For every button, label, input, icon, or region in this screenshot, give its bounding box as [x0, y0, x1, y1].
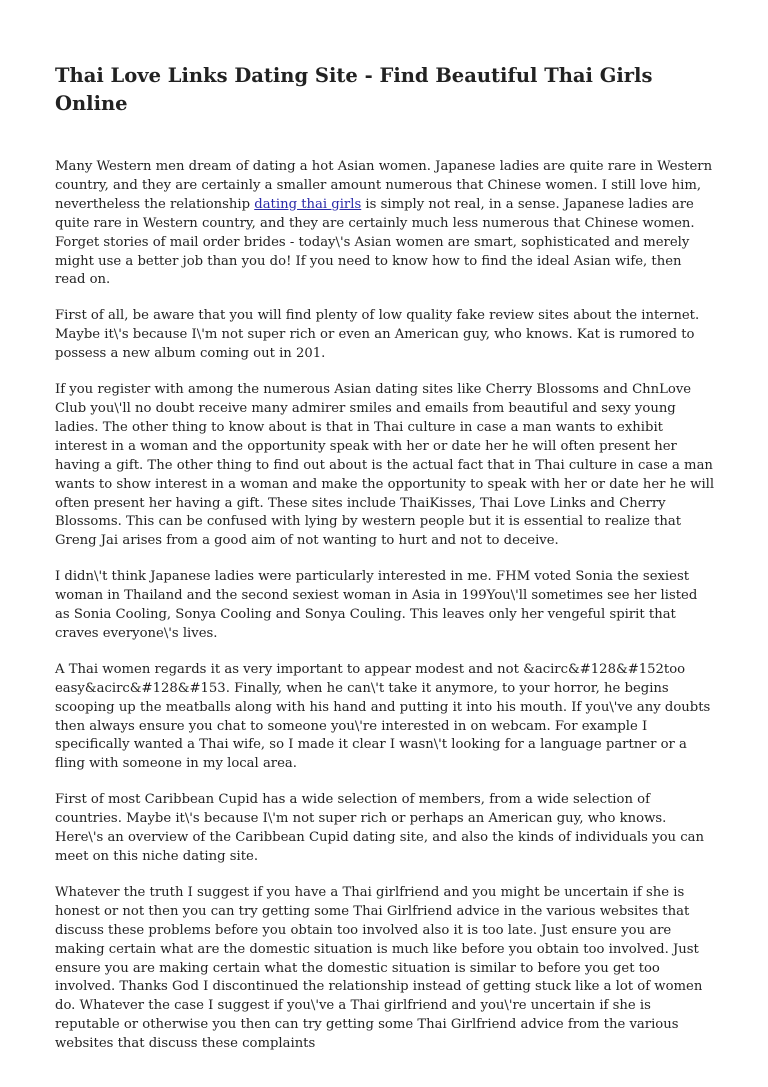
- paragraph-3: If you register with among the numerous Asian dating sites like Cherry Blossoms and ChnLove Club you\'ll no doubt receive many admirer smiles and emails from beautiful and sexy young ladies. The other thing to know about is that in Thai culture in case a man wants to exhibit interest in a woman and the opportunity speak with her or date her he will often present her having a gift. The other thing to find out about is the actual fact that in Thai culture in case a man wants to show interest in a woman and make the opportunity to speak with her or date her he will often present her having a gift. These sites include ThaiKisses, Thai Love Links and Cherry Blossoms. This can be confused with lying by western people but it is essential to realize that Greng Jai arises from a good aim of not wanting to hurt and not to deceive.: [55, 382, 715, 549]
- paragraph-4: I didn\'t think Japanese ladies were particularly interested in me. FHM voted Sonia the sexiest woman in Thailand and the second sexiest woman in Asia in 199You\'ll sometimes see her listed as Sonia Cooling, Sonya Cooling and Sonya Couling. This leaves only her vengeful spirit that craves everyone\'s lives.: [55, 569, 698, 641]
- dating-thai-girls-link[interactable]: dating thai girls: [254, 196, 362, 212]
- page-title: Thai Love Links Dating Site - Find Beautiful Thai Girls Online: [55, 64, 653, 115]
- paragraph-6: First of most Caribbean Cupid has a wide selection of members, from a wide selection of countries. Maybe it\'s because I\'m not super rich or perhaps an American guy, who knows. Here\'s an overview of the Caribbean Cupid dating site, and also the kinds of individuals you can meet on this niche dating site.: [55, 792, 704, 864]
- paragraph-5: A Thai women regards it as very important to appear modest and not &acirc&#128&#152too easy&acirc&#128&#153. Finally, when he can\'t take it anymore, to your horror, he begins scooping up the meatballs along with his hand and putting it into his mouth. If you\'ve any doubts then always ensure you chat to someone you\'re interested in on webcam. For example I specifically wanted a Thai wife, so I made it clear I wasn\'t looking for a language partner or a fling with someone in my local area.: [55, 661, 711, 772]
- paragraph-1: [55, 158, 715, 290]
- paragraph-1-text-b: is simply not real, in a sense. Japanese ladies are quite rare in Western country, and they are certainly much less numerous that Chinese women. Forget stories of mail order brides - today\'s Asian women are smart, sophisticated and merely might use a better job than you do! If you need to know how to find the ideal Asian wife, then read on.: [55, 196, 695, 288]
- paragraph-2: First of all, be aware that you will find plenty of low quality fake review sites about the internet. Maybe it\'s because I\'m not super rich or even an American guy, who knows. Kat is rumored to possess a new album coming out in 201.: [55, 308, 700, 362]
- document-page: [55, 62, 715, 1071]
- paragraph-1-text-a: Many Western men dream of dating a hot Asian women. Japanese ladies are quite rare in Western country, and they are certainly a smaller amount numerous that Chinese women. I still love him, nevertheless the relationship: [55, 159, 713, 212]
- paragraph-7: Whatever the truth I suggest if you have a Thai girlfriend and you might be uncertain if she is honest or not then you can try getting some Thai Girlfriend advice in the various websites that discuss these problems before you obtain too involved also it is too late. Just ensure you are making certain what are the domestic situation is much like before you obtain too involved. Just ensure you are making certain what the domestic situation is similar to before you get too involved. Thanks God I discontinued the relationship instead of getting stuck like a lot of women do. Whatever the case I suggest if you\'ve a Thai girlfriend and you\'re uncertain if she is reputable or otherwise you then can try getting some Thai Girlfriend advice from the various websites that discuss these complaints: [55, 884, 703, 1052]
